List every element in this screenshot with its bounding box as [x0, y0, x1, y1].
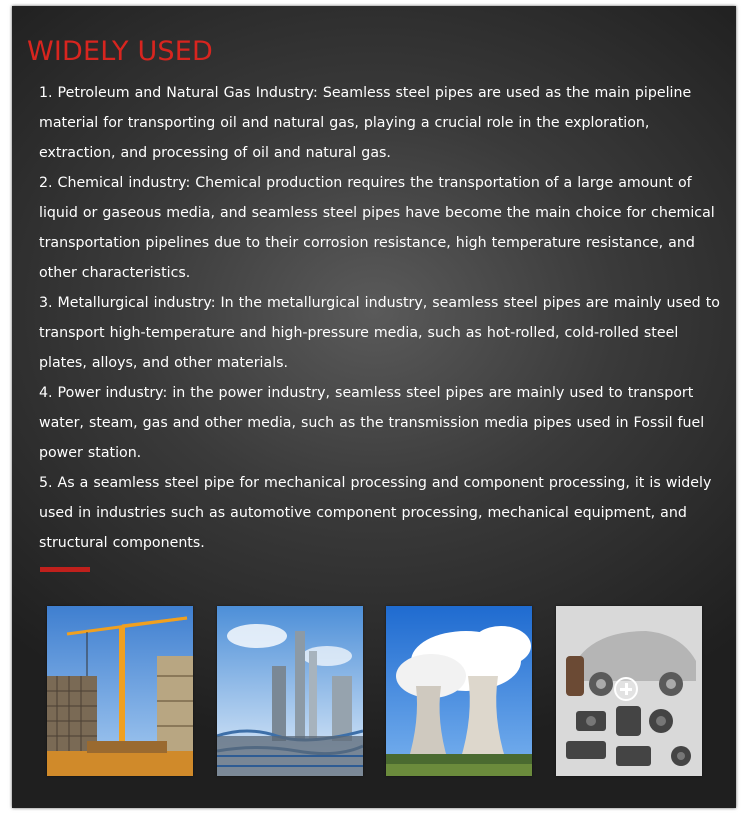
plus-circle-icon[interactable] — [614, 677, 638, 701]
list-item: 3. Metallurgical industry: In the metallurgical industry, seamless steel pipes are mainly used to transport high-temperature and high-pressure media, such as hot-rolled, cold-rolled steel plates, alloys, and other materials. — [39, 295, 720, 371]
usage-list — [39, 78, 729, 558]
list-item: 4. Power industry: in the power industry, seamless steel pipes are mainly used to transport water, steam, gas and other media, such as the transmission media pipes used in Fossil fuel power station. — [39, 385, 705, 461]
gallery-thumb-refinery[interactable] — [217, 606, 363, 776]
section-title: WIDELY USED — [27, 36, 213, 67]
cooling-towers-photo — [386, 606, 532, 776]
gallery-thumb-auto-parts[interactable] — [556, 606, 702, 776]
widely-used-panel — [12, 6, 736, 808]
image-gallery — [47, 606, 702, 776]
construction-photo — [47, 606, 193, 776]
list-item: 1. Petroleum and Natural Gas Industry: Seamless steel pipes are used as the main pipeline material for transporting oil and natural gas, playing a crucial role in the exploration, extraction, and processing of oil and natural gas. — [39, 85, 692, 161]
refinery-photo — [217, 606, 363, 776]
list-item: 5. As a seamless steel pipe for mechanical processing and component processing, it is widely used in industries such as automotive component processing, mechanical equipment, and structural components. — [39, 475, 712, 551]
list-item: 2. Chemical industry: Chemical production requires the transportation of a large amount of liquid or gaseous media, and seamless steel pipes have become the main choice for chemical transportation pipelines due to their corrosion resistance, high temperature resistance, and other characteristics. — [39, 175, 715, 281]
gallery-thumb-power-plant[interactable] — [386, 606, 532, 776]
gallery-thumb-construction[interactable] — [47, 606, 193, 776]
accent-divider — [40, 567, 90, 572]
